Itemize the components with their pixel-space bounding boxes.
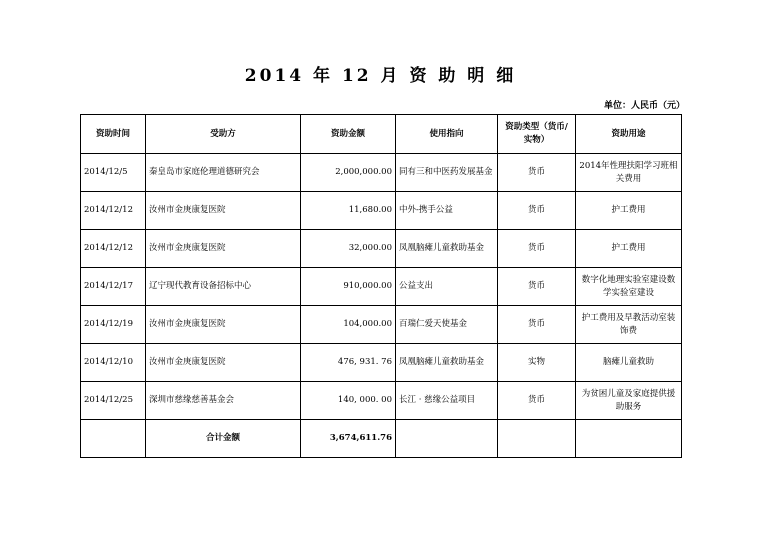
cell-amount: 11,680.00 bbox=[301, 192, 396, 230]
cell-date: 2014/12/5 bbox=[81, 154, 146, 192]
currency-unit-label: 单位：人民币（元） bbox=[603, 101, 685, 111]
cell-empty bbox=[81, 420, 146, 458]
cell-purpose: 护工费用 bbox=[576, 230, 682, 268]
cell-type: 货币 bbox=[498, 306, 576, 344]
cell-purpose: 为贫困儿童及家庭提供援助服务 bbox=[576, 382, 682, 420]
cell-amount: 140, 000. 00 bbox=[301, 382, 396, 420]
cell-recipient: 深圳市慈缘慈善基金会 bbox=[146, 382, 301, 420]
total-row bbox=[81, 420, 682, 458]
cell-direction: 凤凰脑瘫儿童救助基金 bbox=[396, 344, 498, 382]
table-row bbox=[81, 306, 682, 344]
cell-direction: 同有三和中医药发展基金 bbox=[396, 154, 498, 192]
cell-amount: 32,000.00 bbox=[301, 230, 396, 268]
cell-direction: 中外-携手公益 bbox=[396, 192, 498, 230]
table-row bbox=[81, 230, 682, 268]
cell-direction: 百瑞仁爱天使基金 bbox=[396, 306, 498, 344]
cell-date: 2014/12/17 bbox=[81, 268, 146, 306]
cell-type: 货币 bbox=[498, 230, 576, 268]
cell-recipient: 秦皇岛市家庭伦理道德研究会 bbox=[146, 154, 301, 192]
header-date: 资助时间 bbox=[81, 115, 146, 154]
cell-direction: 长江 · 慈缘公益项目 bbox=[396, 382, 498, 420]
header-direction: 使用指向 bbox=[396, 115, 498, 154]
cell-date: 2014/12/19 bbox=[81, 306, 146, 344]
header-purpose: 资助用途 bbox=[576, 115, 682, 154]
cell-empty bbox=[576, 420, 682, 458]
cell-date: 2014/12/25 bbox=[81, 382, 146, 420]
cell-recipient: 辽宁现代教育设备招标中心 bbox=[146, 268, 301, 306]
total-amount: 3,674,611.76 bbox=[301, 420, 396, 458]
table-row bbox=[81, 154, 682, 192]
table-header-row bbox=[81, 115, 682, 154]
header-recipient: 受助方 bbox=[146, 115, 301, 154]
cell-amount: 104,000.00 bbox=[301, 306, 396, 344]
cell-date: 2014/12/12 bbox=[81, 192, 146, 230]
cell-empty bbox=[498, 420, 576, 458]
cell-purpose: 2014年性理扶阳学习班相关费用 bbox=[576, 154, 682, 192]
cell-type: 实物 bbox=[498, 344, 576, 382]
cell-purpose: 数字化地理实验室建设数学实验室建设 bbox=[576, 268, 682, 306]
header-amount: 资助金额 bbox=[301, 115, 396, 154]
cell-empty bbox=[396, 420, 498, 458]
table-row bbox=[81, 268, 682, 306]
cell-date: 2014/12/10 bbox=[81, 344, 146, 382]
cell-type: 货币 bbox=[498, 268, 576, 306]
cell-date: 2014/12/12 bbox=[81, 230, 146, 268]
cell-amount: 476, 931. 76 bbox=[301, 344, 396, 382]
table-row bbox=[81, 344, 682, 382]
cell-direction: 公益支出 bbox=[396, 268, 498, 306]
cell-recipient: 汝州市金庚康复医院 bbox=[146, 344, 301, 382]
cell-type: 货币 bbox=[498, 192, 576, 230]
cell-purpose: 脑瘫儿童救助 bbox=[576, 344, 682, 382]
donation-table bbox=[80, 114, 682, 458]
header-type: 资助类型（货币/实物） bbox=[498, 115, 576, 154]
cell-recipient: 汝州市金庚康复医院 bbox=[146, 306, 301, 344]
cell-recipient: 汝州市金庚康复医院 bbox=[146, 192, 301, 230]
total-label: 合计金额 bbox=[146, 420, 301, 458]
cell-purpose: 护工费用及早教活动室装饰费 bbox=[576, 306, 682, 344]
cell-type: 货币 bbox=[498, 154, 576, 192]
cell-amount: 910,000.00 bbox=[301, 268, 396, 306]
cell-purpose: 护工费用 bbox=[576, 192, 682, 230]
page-title: 2014 年 12 月 资 助 明 细 bbox=[244, 66, 517, 86]
table-row bbox=[81, 382, 682, 420]
table-row bbox=[81, 192, 682, 230]
cell-recipient: 汝州市金庚康复医院 bbox=[146, 230, 301, 268]
cell-type: 货币 bbox=[498, 382, 576, 420]
cell-direction: 凤凰脑瘫儿童救助基金 bbox=[396, 230, 498, 268]
cell-amount: 2,000,000.00 bbox=[301, 154, 396, 192]
